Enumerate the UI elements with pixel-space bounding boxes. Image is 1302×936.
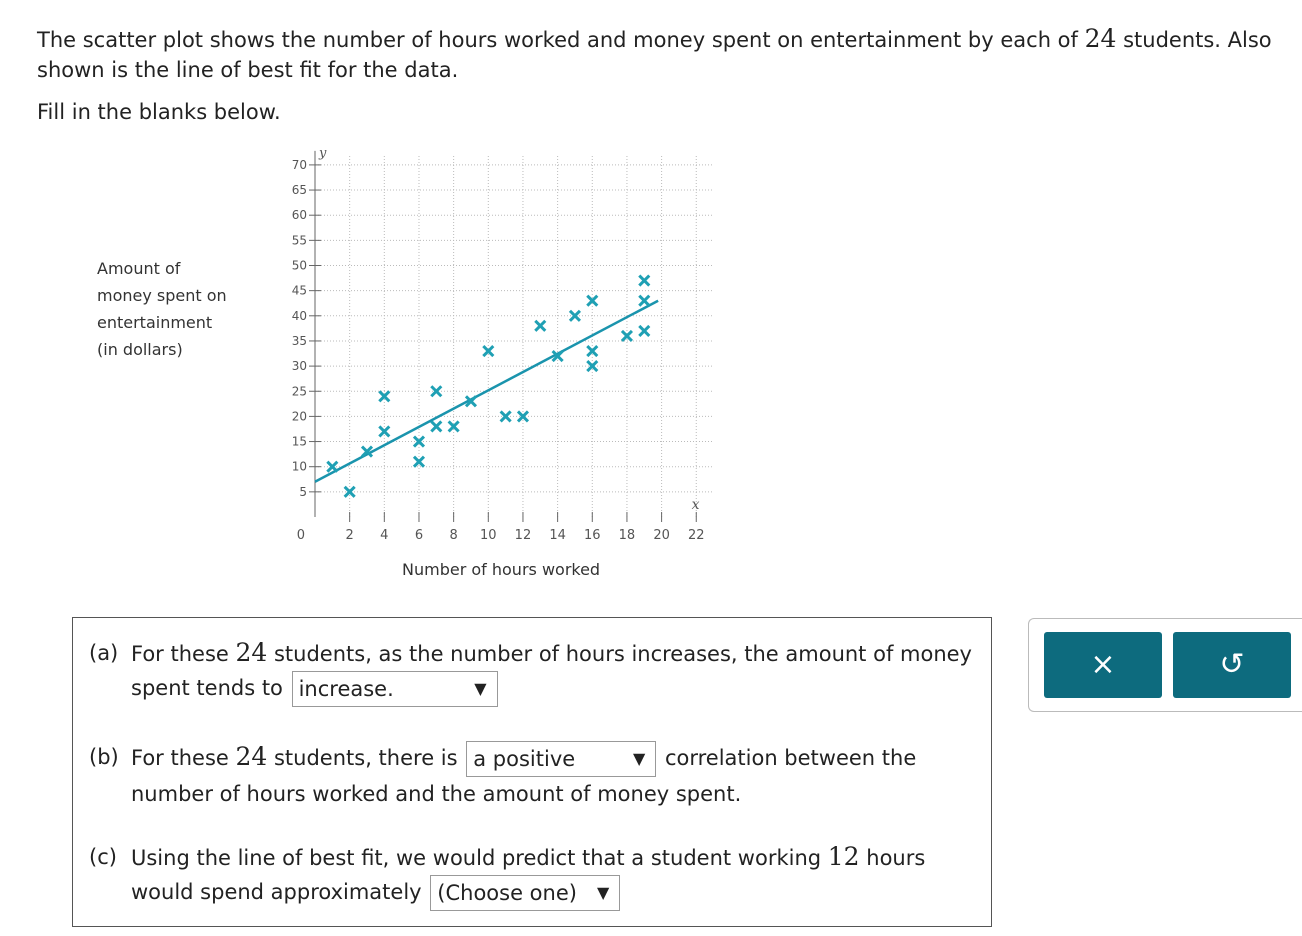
undo-button[interactable]	[1173, 632, 1291, 698]
student-count: 24	[235, 638, 268, 667]
scatter-chart	[270, 145, 740, 555]
student-count: 24	[235, 742, 268, 771]
action-button-panel	[1028, 618, 1302, 712]
question-text: hours would spend approximately	[131, 846, 926, 904]
x-tick-label: 12	[514, 528, 532, 543]
y-axis-label	[97, 255, 227, 363]
problem-intro	[37, 24, 1287, 85]
answer-c-dropdown[interactable]	[430, 875, 620, 911]
y-tick-label: 15	[291, 434, 307, 449]
question-b-text	[131, 740, 979, 811]
y-tick-label: 40	[291, 308, 307, 323]
x-tick-label: 2	[345, 528, 354, 543]
y-tick-label: 10	[291, 459, 307, 474]
y-tick-label: 35	[291, 333, 307, 348]
undo-icon: ↺	[1219, 647, 1245, 682]
dropdown-value: increase.	[298, 677, 394, 701]
y-label-line: (in dollars)	[97, 340, 183, 359]
origin-label: 0	[296, 528, 305, 543]
question-text: For these	[131, 642, 236, 666]
y-tick-label: 20	[291, 409, 307, 424]
question-text: Using the line of best fit, we would predict that a student working	[131, 846, 828, 870]
y-tick-label: 65	[291, 183, 307, 198]
question-label: (c)	[89, 845, 117, 869]
data-point	[639, 276, 649, 286]
dropdown-value: a positive	[473, 747, 576, 771]
dropdown-arrow-icon: ▼	[474, 679, 487, 698]
dropdown-arrow-icon: ▼	[596, 883, 610, 902]
intro-text-end: students. Also shown is the line of best fit for the data.	[37, 28, 1272, 82]
y-tick-label: 70	[291, 157, 307, 172]
y-axis-variable: y	[319, 145, 327, 161]
y-label-line: entertainment	[97, 313, 213, 332]
dropdown-value: (Choose one)	[437, 881, 577, 905]
data-point	[327, 462, 337, 472]
answer-a-dropdown[interactable]	[292, 671, 498, 707]
student-count: 24	[1084, 24, 1117, 53]
x-tick-label: 6	[414, 528, 424, 543]
y-label-line: Amount of	[97, 259, 181, 278]
question-c	[89, 840, 979, 911]
question-b	[89, 740, 979, 811]
data-point	[501, 411, 511, 421]
question-text: students, there is	[267, 746, 458, 770]
questions-panel	[72, 617, 992, 927]
question-text: correlation between the number of hours worked and the amount of money spent.	[131, 746, 917, 806]
data-point	[639, 326, 649, 336]
dropdown-arrow-icon: ▼	[632, 749, 646, 768]
question-a	[89, 636, 979, 707]
y-tick-label: 25	[291, 384, 307, 399]
answer-b-dropdown[interactable]	[466, 741, 656, 777]
x-tick-label: 16	[584, 528, 601, 543]
x-tick-label: 22	[687, 528, 705, 543]
y-tick-label: 5	[299, 484, 307, 499]
x-tick-label: 18	[618, 528, 636, 543]
data-point	[639, 296, 649, 306]
y-tick-label: 55	[291, 233, 307, 248]
x-tick-label: 4	[380, 528, 389, 543]
y-tick-label: 50	[291, 258, 307, 273]
data-point	[535, 321, 545, 331]
question-c-text	[131, 840, 979, 911]
x-tick-label: 10	[480, 528, 497, 543]
question-a-text	[131, 636, 979, 707]
data-point	[431, 421, 441, 431]
question-text: students, as the number of hours increases, the amount of money spent tends to	[131, 642, 972, 700]
data-point	[570, 311, 580, 321]
x-axis-label: Number of hours worked	[402, 560, 601, 579]
y-tick-label: 60	[291, 208, 307, 223]
y-tick-label: 45	[291, 283, 307, 298]
question-label: (b)	[89, 745, 119, 769]
y-tick-label: 30	[291, 359, 307, 374]
question-label: (a)	[89, 641, 119, 665]
x-tick-label: 20	[653, 528, 670, 543]
x-tick-label: 14	[549, 528, 566, 543]
close-icon: ×	[1090, 647, 1116, 682]
data-point	[379, 426, 389, 436]
intro-text: The scatter plot shows the number of hours worked and money spent on entertainment by each of	[37, 28, 1085, 52]
x-tick-label: 8	[449, 528, 458, 543]
hours-value: 12	[827, 842, 860, 871]
question-text: For these	[131, 746, 236, 770]
x-axis-variable: x	[691, 497, 700, 513]
fill-prompt: Fill in the blanks below.	[37, 100, 281, 124]
clear-button[interactable]	[1044, 632, 1162, 698]
y-label-line: money spent on	[97, 286, 227, 305]
